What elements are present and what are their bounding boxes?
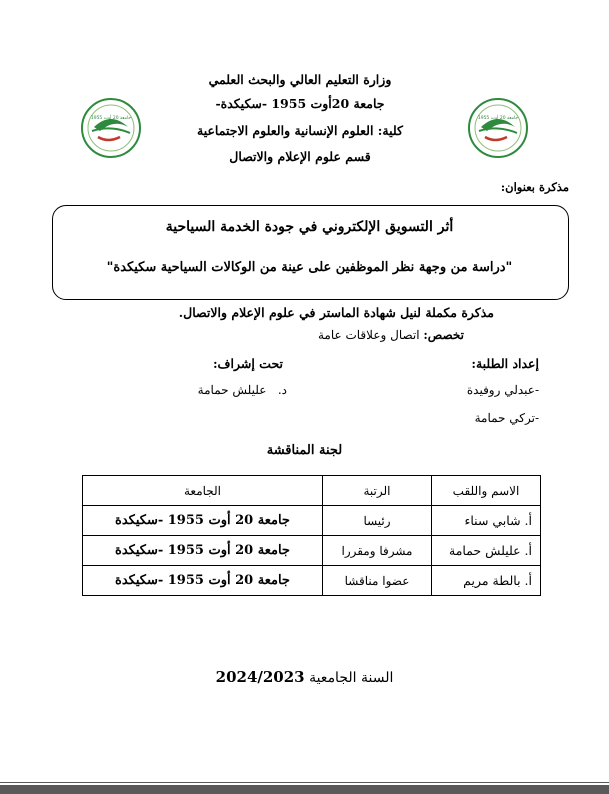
academic-year — [0, 668, 609, 686]
department-name: قسم علوم الإعلام والاتصال — [229, 149, 371, 164]
thesis-title: أثر التسويق الإلكتروني في جودة الخدمة السياحية — [165, 219, 454, 235]
member-university: جامعة 20 أوت 1955 -سكيكدة — [83, 536, 323, 566]
university-logo-right — [467, 97, 529, 159]
specialty-label: تخصص: — [423, 328, 464, 342]
committee-title: لجنة المناقشة — [266, 443, 343, 458]
table-row — [83, 506, 541, 536]
member-rank: عضوا مناقشا — [323, 566, 432, 596]
header-rank: الرتبة — [323, 476, 432, 506]
footer-bar — [0, 785, 609, 794]
logo-right-text: جامعة 20 أوت 1955 — [477, 116, 519, 121]
supervision-label: تحت إشراف: — [212, 356, 283, 371]
table-row — [83, 566, 541, 596]
header-name: الاسم واللقب — [432, 476, 541, 506]
member-name: أ. شابي سناء — [432, 506, 541, 536]
logo-left-text: جامعة 20 أوت 1955 — [90, 116, 132, 121]
faculty-name: كلية: العلوم الإنسانية والعلوم الاجتماعية — [197, 123, 403, 138]
table-row — [83, 536, 541, 566]
prepared-by-label: إعداد الطلبة: — [471, 356, 539, 371]
ministry-name: وزارة التعليم العالي والبحث العلمي — [208, 72, 392, 87]
memo-label: مذكرة بعنوان: — [500, 180, 569, 194]
member-rank: رئيسا — [323, 506, 432, 536]
university-name: جامعة 20أوت 1955 -سكيكدة- — [215, 96, 385, 111]
committee-table — [82, 475, 541, 596]
degree-statement: مذكرة مكملة لنيل شهادة الماستر في علوم الإعلام والاتصال. — [178, 305, 494, 320]
member-name: أ. بالطة مريم — [432, 566, 541, 596]
student-1: -عبدلي روفيدة — [466, 383, 539, 397]
supervisor-name: د. عليلش حمامة — [197, 383, 287, 397]
academic-year-value: 2024/2023 — [215, 668, 305, 686]
specialty — [318, 328, 464, 342]
member-rank: مشرفا ومقررا — [323, 536, 432, 566]
member-university: جامعة 20 أوت 1955 -سكيكدة — [83, 506, 323, 536]
thesis-subtitle: "دراسة من وجهة نظر الموظفين على عينة من الوكالات السياحية سكيكدة" — [106, 260, 513, 275]
member-name: أ. عليلش حمامة — [432, 536, 541, 566]
academic-year-label: السنة الجامعية — [309, 670, 394, 686]
specialty-value: اتصال وعلاقات عامة — [317, 328, 424, 342]
member-university: جامعة 20 أوت 1955 -سكيكدة — [83, 566, 323, 596]
table-header-row — [83, 476, 541, 506]
student-2: -تركي حمامة — [474, 411, 539, 425]
university-logo-left — [80, 97, 142, 159]
footer-line — [0, 782, 609, 783]
header-university: الجامعة — [83, 476, 323, 506]
